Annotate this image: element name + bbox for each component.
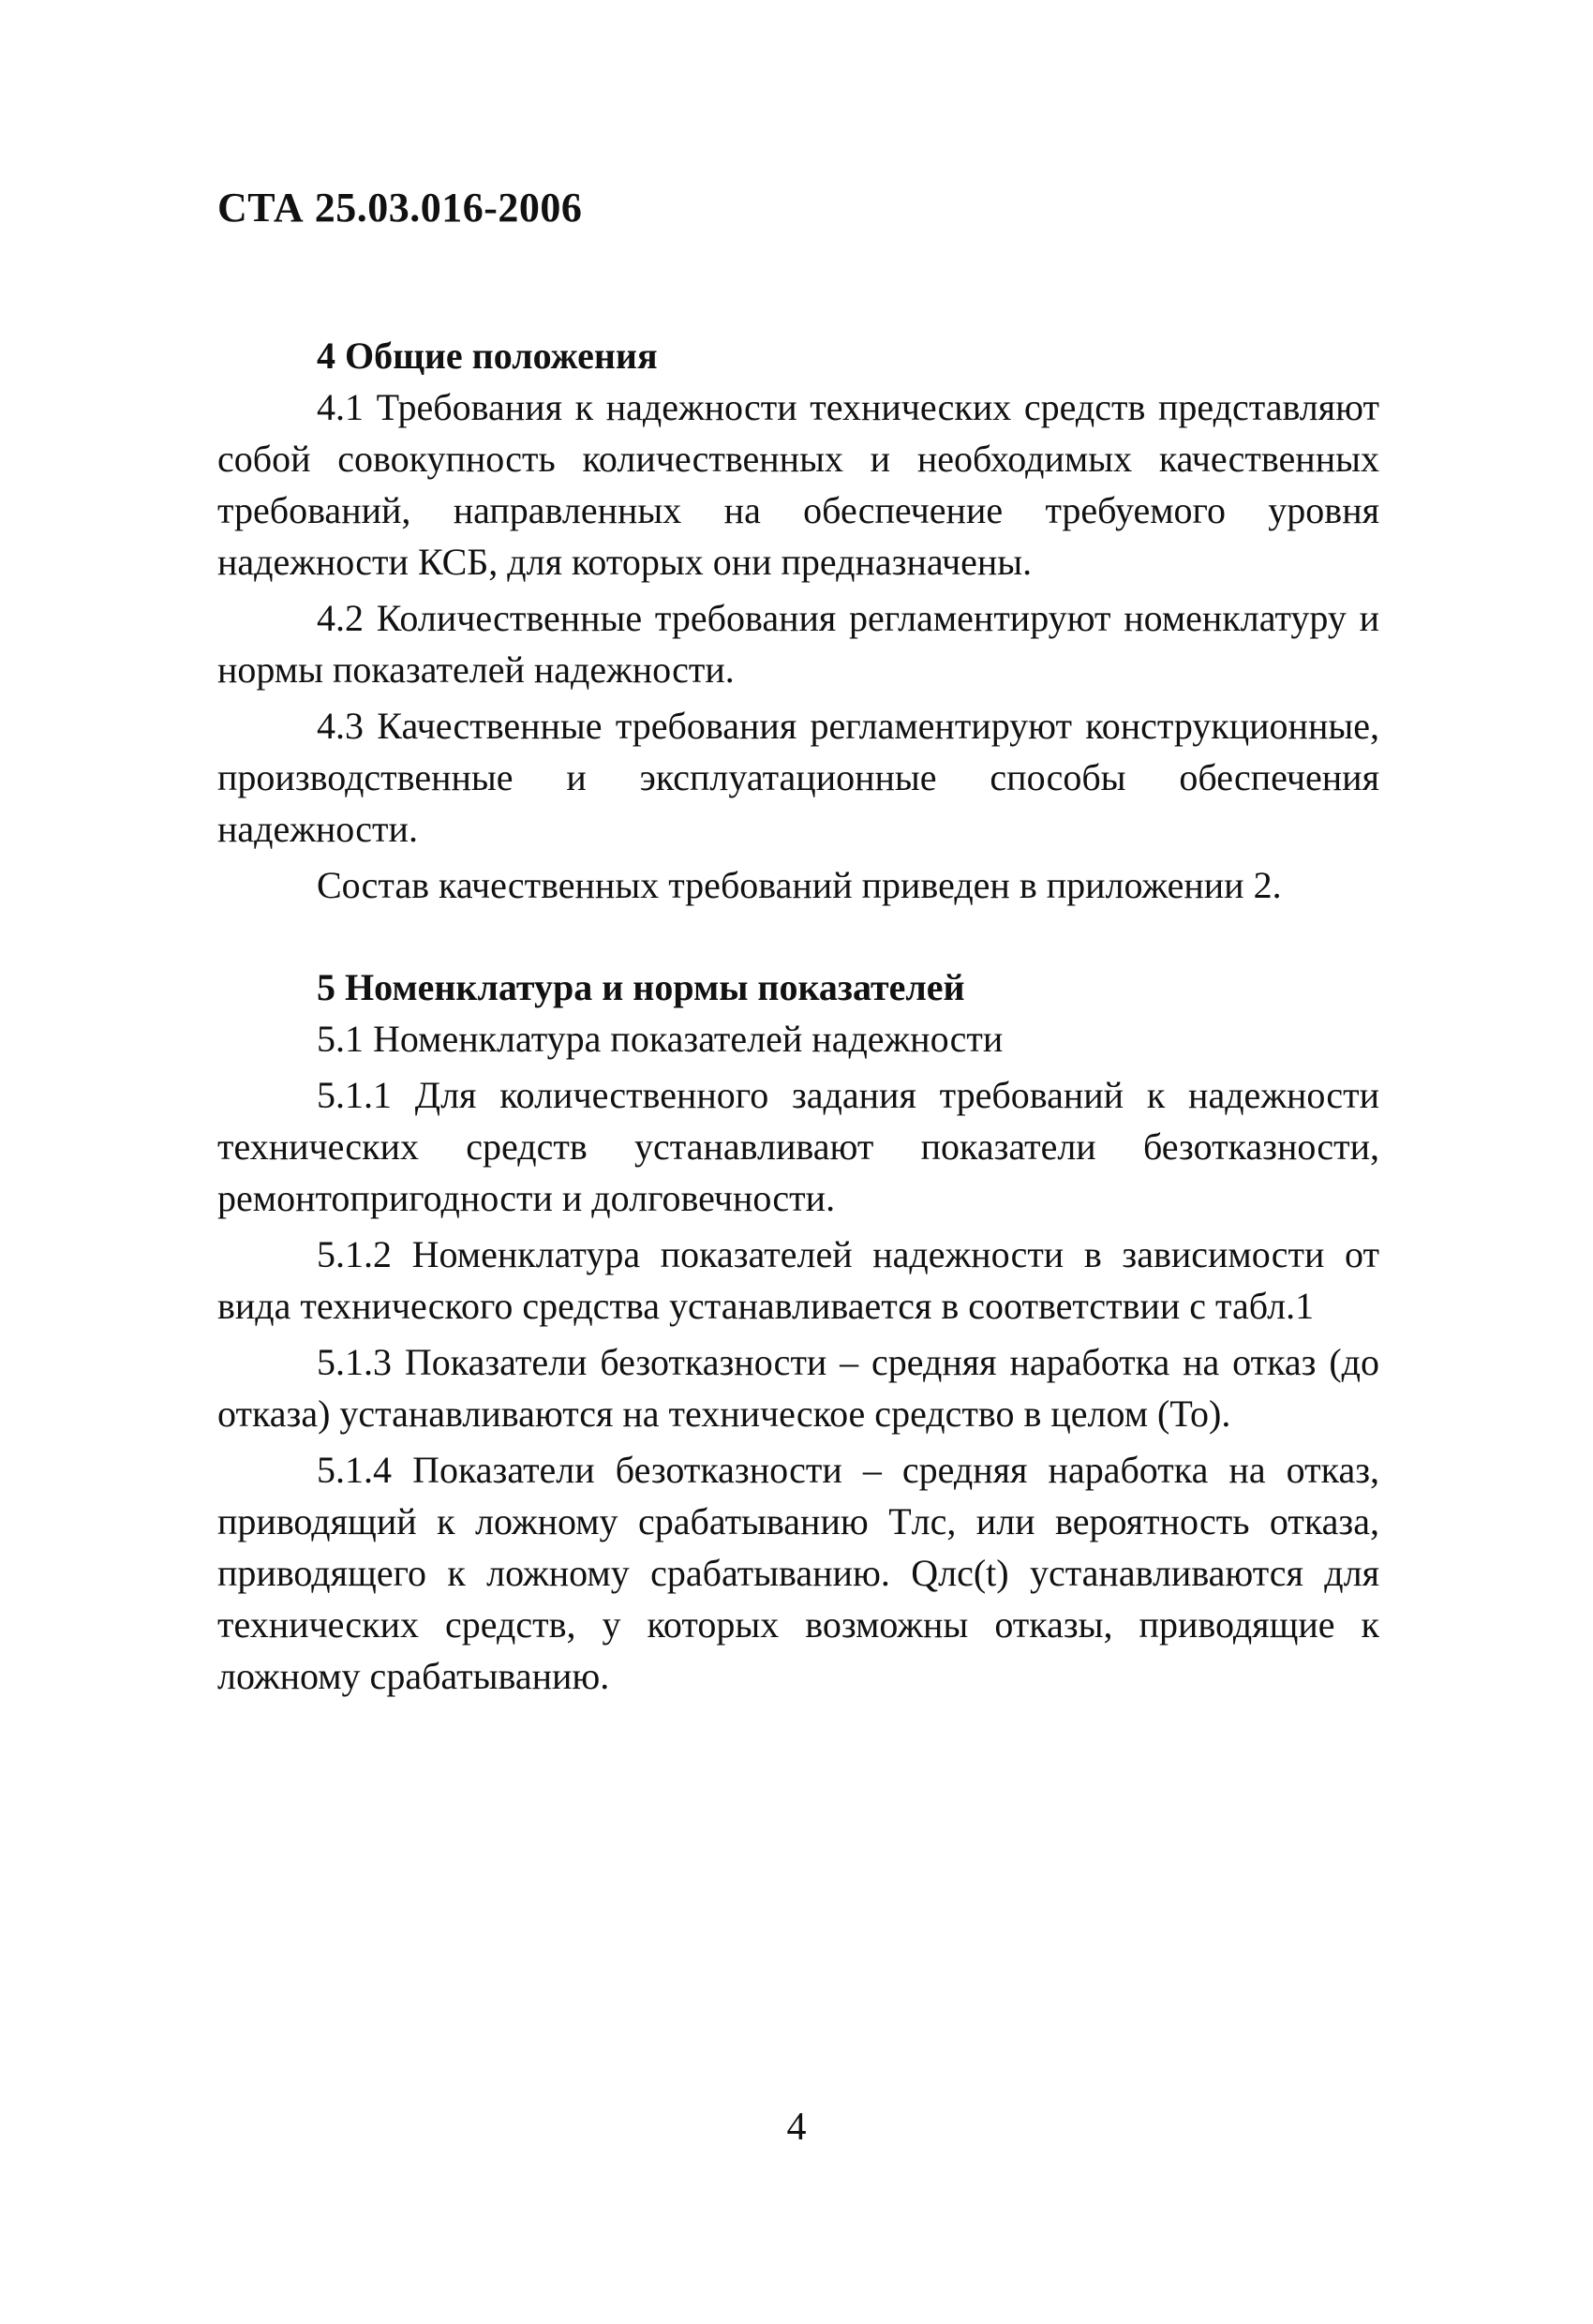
section-5-heading: 5 Номенклатура и нормы показателей — [317, 966, 965, 1008]
paragraph-5-1-1: 5.1.1 Для количественного задания требований к надежности технических средств устанавливают показатели безотказности, ремонтопригодности и долговечности. — [217, 1074, 1379, 1219]
paragraph-5-1-2: 5.1.2 Номенклатура показателей надежности в зависимости от вида технического средства устанавливается в соответствии с табл.1 — [217, 1233, 1379, 1327]
document-code: СТА 25.03.016-2006 — [217, 185, 583, 231]
paragraph-4-3-note: Состав качественных требований приведен в приложении 2. — [317, 864, 1282, 906]
document-body — [217, 330, 1379, 1702]
paragraph-5-1-4: 5.1.4 Показатели безотказности – средняя наработка на отказ, приводящий к ложному срабатыванию Tлс, или вероятность отказа, приводящего к ложному срабатыванию. Qлс(t) устанавливаются для технических средств, у которых возможны отказы, приводящие к ложному срабатыванию. — [217, 1449, 1379, 1697]
section-4-heading: 4 Общие положения — [317, 335, 658, 377]
paragraph-4-2: 4.2 Количественные требования регламентируют номенклатуру и нормы показателей надежности. — [217, 597, 1379, 691]
paragraph-5-1: 5.1 Номенклатура показателей надежности — [317, 1018, 1004, 1060]
paragraph-5-1-3: 5.1.3 Показатели безотказности – средняя наработка на отказ (до отказа) устанавливаются на техническое средство в целом (To). — [217, 1341, 1379, 1435]
paragraph-4-3: 4.3 Качественные требования регламентируют конструкционные, производственные и эксплуатационные способы обеспечения надежности. — [217, 705, 1379, 850]
paragraph-4-1: 4.1 Требования к надежности технических средств представляют собой совокупность количественных и необходимых качественных требований, направленных на обеспечение требуемого уровня надежности КСБ, для которых они предназначены. — [217, 386, 1379, 583]
page-number: 4 — [786, 2106, 807, 2149]
